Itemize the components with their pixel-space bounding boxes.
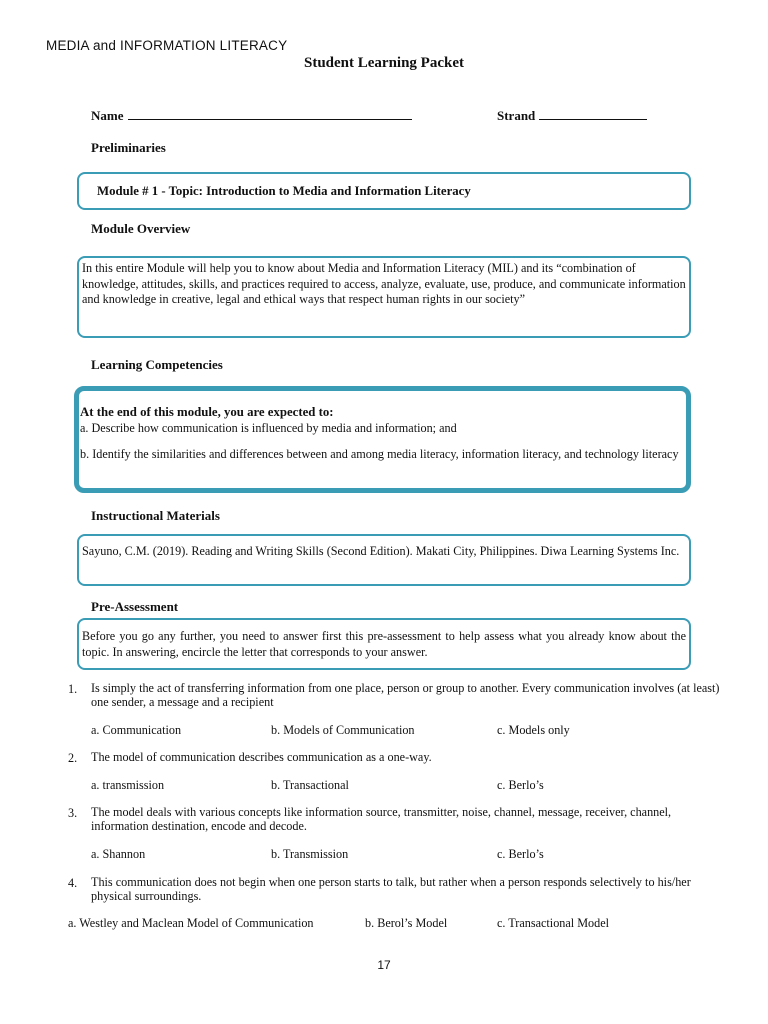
option-b[interactable]: b. Models of Communication [271, 723, 415, 737]
question-number: 3. [68, 806, 78, 820]
option-b[interactable]: b. Berol’s Model [365, 916, 448, 930]
option-c[interactable]: c. Berlo’s [497, 778, 544, 792]
option-b[interactable]: b. Transactional [271, 778, 349, 792]
strand-blank[interactable] [539, 107, 647, 120]
question-text: This communication does not begin when one person starts to talk, but rather when a person responds selectively to his/her physical surroundings. [91, 875, 691, 903]
question-number: 4. [68, 876, 78, 890]
option-c[interactable]: c. Berlo’s [497, 847, 544, 861]
preliminaries-heading: Preliminaries [91, 140, 166, 155]
competencies-intro: At the end of this module, you are expected to: [80, 405, 334, 419]
option-a[interactable]: a. Communication [91, 723, 182, 737]
subject-header: MEDIA and INFORMATION LITERACY [46, 38, 288, 53]
pre-assessment-text: Before you go any further, you need to answer first this pre-assessment to help assess what you already know about the topic. In answering, encircle the letter that corresponds to your answer. [82, 629, 686, 659]
option-c[interactable]: c. Transactional Model [497, 916, 610, 930]
option-c[interactable]: c. Models only [497, 723, 570, 737]
question-text: The model deals with various concepts like information source, transmitter, noise, channel, message, receiver, channel, information destination, encode and decode. [91, 805, 672, 833]
module-topic: Module # 1 - Topic: Introduction to Media and Information Literacy [97, 184, 471, 198]
pre-assessment-box [77, 618, 691, 670]
question-number: 2. [68, 751, 78, 765]
question-text: Is simply the act of transferring information from one place, person or group to another. Every communication involves (at least) one sender, a message and a recipient [91, 681, 720, 709]
option-b[interactable]: b. Transmission [271, 847, 349, 861]
instructional-materials-box [77, 534, 691, 586]
option-a[interactable]: a. Shannon [91, 847, 146, 861]
module-topic-box [77, 172, 691, 210]
module-overview-box [77, 256, 691, 338]
strand-field [497, 107, 647, 124]
learning-competencies-box [74, 386, 691, 493]
name-blank[interactable] [128, 107, 412, 120]
competency-b: b. Identify the similarities and differences between and among media literacy, information literacy, and technology literacy [80, 447, 679, 461]
question-text: The model of communication describes communication as a one-way. [91, 750, 432, 764]
module-overview-heading: Module Overview [91, 221, 191, 236]
strand-label: Strand [497, 108, 536, 123]
competency-a: a. Describe how communication is influenced by media and information; and [80, 421, 457, 435]
learning-competencies-heading: Learning Competencies [91, 357, 223, 372]
name-label: Name [91, 108, 124, 123]
pre-assessment-heading: Pre-Assessment [91, 599, 179, 614]
instructional-materials-heading: Instructional Materials [91, 508, 220, 523]
question-number: 1. [68, 682, 78, 696]
name-field [91, 107, 412, 124]
module-overview-text: In this entire Module will help you to know about Media and Information Literacy (MIL) and its “combination of knowledge, attitudes, skills, and practices required to access, analyze, evaluate, use, produce, and communicate information and knowledge in creative, legal and ethical ways that respect human rights in our society” [82, 261, 686, 306]
page-number: 17 [377, 958, 391, 972]
option-a[interactable]: a. transmission [91, 778, 165, 792]
option-a[interactable]: a. Westley and Maclean Model of Communication [68, 916, 314, 930]
instructional-materials-text: Sayuno, C.M. (2019). Reading and Writing Skills (Second Edition). Makati City, Philippines. Diwa Learning Systems Inc. [82, 544, 680, 558]
packet-title: Student Learning Packet [303, 55, 464, 71]
